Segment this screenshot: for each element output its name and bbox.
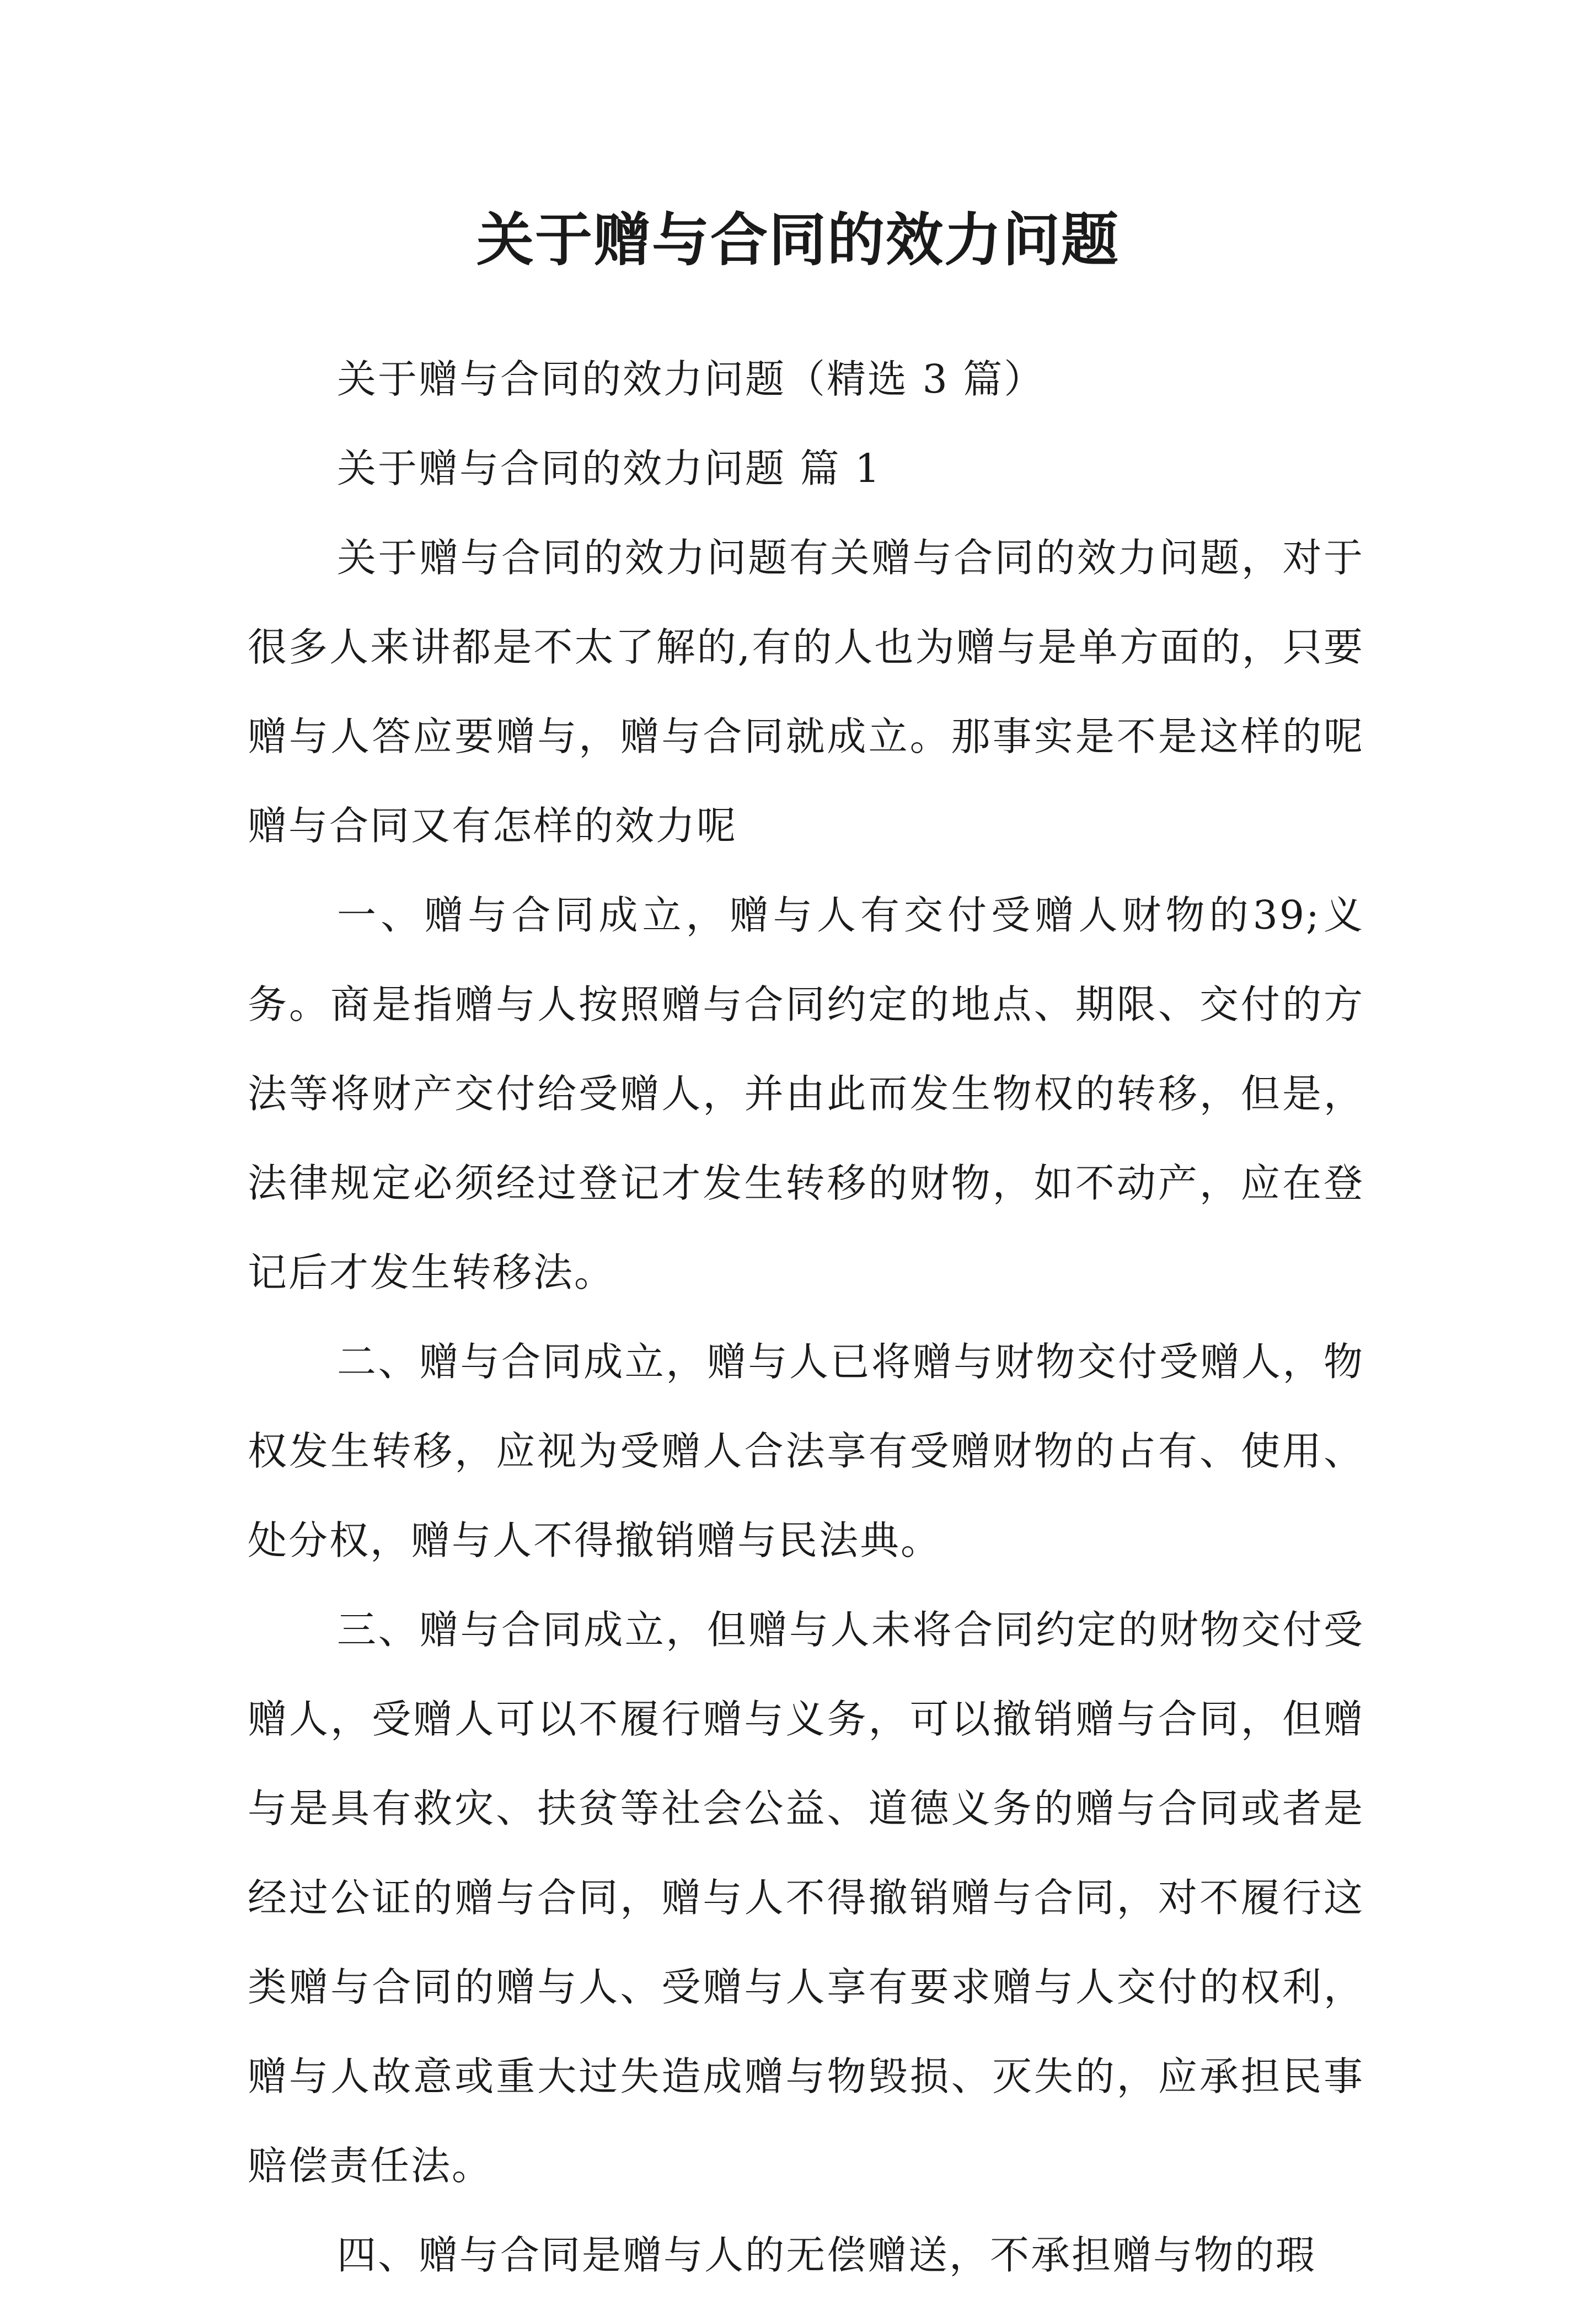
body-paragraph: 一、赠与合同成立，赠与人有交付受赠人财物的39;义务。商是指赠与人按照赠与合同约定的地点、期限、交付的方法等将财产交付给受赠人，并由此而发生物权的转移，但是，法律规定必须经过登记才发生转移的财物，如不动产，应在登记后才发生转移法。 bbox=[248, 892, 1364, 1295]
body-paragraph: 关于赠与合同的效力问题有关赠与合同的效力问题，对于很多人来讲都是不太了解的,有的人也为赠与是单方面的，只要赠与人答应要赠与，赠与合同就成立。那事实是不是这样的呢赠与合同又有怎样的效力呢 bbox=[248, 535, 1364, 849]
body-paragraph: 四、赠与合同是赠与人的无偿赠送，不承担赠与物的瑕 bbox=[337, 2232, 1317, 2278]
section-heading: 关于赠与合同的效力问题 篇 1 bbox=[337, 446, 882, 491]
document-title: 关于赠与合同的效力问题 bbox=[476, 206, 1120, 274]
body-paragraph: 二、赠与合同成立，赠与人已将赠与财物交付受赠人，物权发生转移，应视为受赠人合法享有受赠财物的占有、使用、处分权，赠与人不得撤销赠与民法典。 bbox=[248, 1339, 1364, 1563]
body-paragraph: 三、赠与合同成立，但赠与人未将合同约定的财物交付受赠人，受赠人可以不履行赠与义务，可以撤销赠与合同，但赠与是具有救灾、扶贫等社会公益、道德义务的赠与合同或者是经过公证的赠与合同，赠与人不得撤销赠与合同，对不履行这类赠与合同的赠与人、受赠与人享有要求赠与人交付的权利，赠与人故意或重大过失造成赠与物毁损、灭失的，应承担民事赔偿责任法。 bbox=[248, 1607, 1364, 2189]
subtitle-line: 关于赠与合同的效力问题（精选 3 篇） bbox=[337, 356, 1045, 402]
document-body bbox=[248, 335, 1364, 2300]
